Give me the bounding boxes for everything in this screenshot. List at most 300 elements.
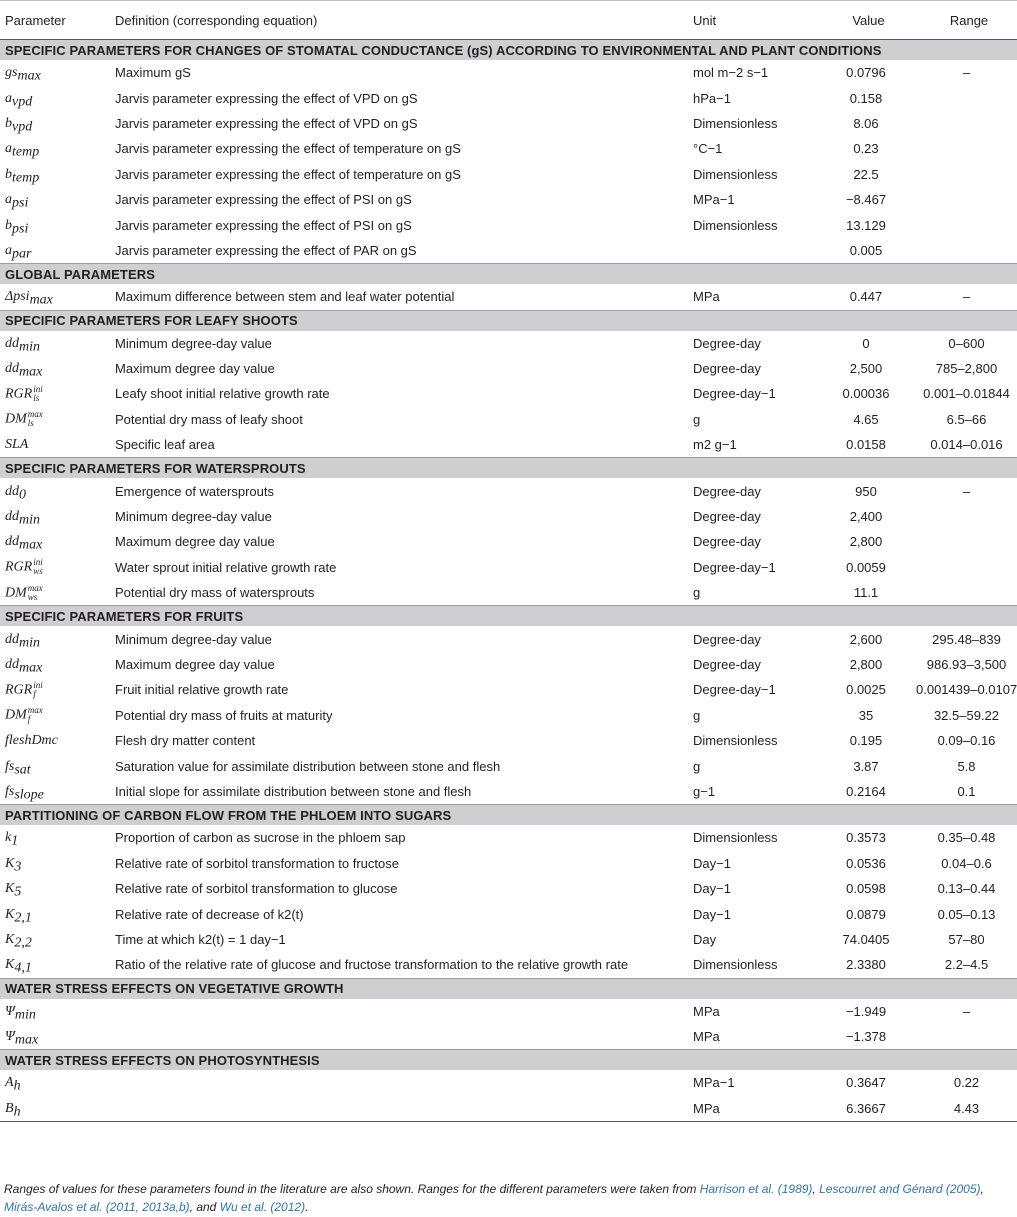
definition-cell: Specific leaf area [115, 437, 215, 453]
parameter-cell [0, 60, 110, 85]
parameter-subscript: 1 [11, 833, 19, 849]
unit-cell: Day−1 [693, 906, 731, 922]
definition-cell [110, 1096, 688, 1122]
range-cell: 2.2–4.5 [944, 957, 989, 973]
table-row [0, 212, 1017, 237]
definition-cell: Water sprout initial relative growth rate [115, 559, 337, 575]
value-cell: 4.65 [853, 411, 879, 427]
range-cell: 0.001439–0.0107 [916, 682, 1017, 698]
unit-cell: g [693, 585, 701, 601]
parameter-subscript: 0 [19, 487, 26, 503]
parameter-subscript: max [19, 364, 43, 380]
parameter-subscript: 4,1 [14, 960, 32, 976]
section-header-row [0, 40, 1017, 61]
value-cell: 0.0059 [846, 559, 886, 575]
parameter-subscript: vpd [12, 94, 33, 110]
parameter-symbol: B [5, 1100, 14, 1116]
unit-cell: MPa−1 [693, 192, 735, 208]
parameter-cell [0, 1024, 110, 1050]
unit-cell: Degree-day [693, 335, 761, 351]
definition-cell: Jarvis parameter expressing the effect of PAR on gS [115, 242, 417, 258]
table-row [0, 753, 1017, 778]
value-cell: 0.158 [849, 90, 883, 106]
range-cell: 0.22 [953, 1075, 980, 1091]
table-body [0, 40, 1017, 1122]
parameter-symbol: a [5, 141, 12, 157]
range-cell [916, 187, 1017, 212]
value-cell: −8.467 [845, 192, 887, 208]
parameter-symbol: RGR [5, 559, 33, 575]
parameter-subscript: f [33, 688, 36, 699]
value-cell: 6.3667 [816, 1096, 916, 1122]
parameter-index-stack [28, 584, 43, 602]
parameter-symbol: dd [5, 509, 19, 525]
value-cell: 0 [862, 335, 870, 351]
range-cell [916, 555, 1017, 580]
parameter-symbol: b [5, 115, 12, 131]
unit-cell: Dimensionless [693, 957, 778, 973]
parameter-subscript: psi [12, 221, 29, 237]
unit-cell: Day−1 [693, 881, 731, 897]
parameter-superscript: ini [33, 557, 43, 568]
header-unit: Unit [688, 1, 816, 40]
definition-cell: Ratio of the relative rate of glucose and fructose transformation to the relative growth rate [115, 957, 629, 973]
table-row [0, 111, 1017, 136]
parameter-symbol: RGR [5, 682, 33, 698]
definition-cell: Potential dry mass of leafy shoot [115, 411, 303, 427]
table-row [0, 331, 1017, 356]
parameter-symbol: a [5, 242, 12, 258]
parameter-subscript: min [19, 635, 40, 651]
parameter-cell [0, 136, 110, 161]
unit-cell: Degree-day−1 [693, 386, 776, 402]
table-row [0, 1024, 1017, 1050]
section-title: SPECIFIC PARAMETERS FOR WATERSPROUTS [0, 458, 1017, 479]
parameter-subscript: psi [12, 195, 29, 211]
table-header [0, 1, 1017, 40]
parameter-subscript: ls [33, 392, 40, 403]
unit-cell: Dimensionless [693, 733, 778, 749]
parameter-symbol: dd [5, 335, 19, 351]
footnote-text: , [980, 1182, 984, 1196]
range-cell: 986.93–3,500 [926, 657, 1007, 672]
range-cell [916, 85, 1017, 110]
value-cell: 0.005 [849, 242, 883, 258]
unit-cell: g [693, 411, 701, 427]
parameter-cell [0, 626, 110, 651]
range-cell: 0.014–0.016 [930, 437, 1003, 453]
parameter-symbol: a [5, 90, 12, 106]
range-cell: 0.05–0.13 [937, 906, 996, 922]
value-cell: 74.0405 [842, 931, 890, 947]
range-cell: 0.04–0.6 [941, 855, 992, 871]
range-cell: 0.13–0.44 [937, 881, 996, 897]
parameter-subscript: ws [33, 566, 43, 577]
parameter-cell [0, 825, 110, 850]
value-cell: 3.87 [853, 758, 879, 774]
table-row [0, 876, 1017, 901]
unit-cell: MPa [688, 1096, 816, 1122]
parameter-subscript: min [19, 512, 40, 528]
section-title: SPECIFIC PARAMETERS FOR FRUITS [0, 606, 1017, 627]
section-title: SPECIFIC PARAMETERS FOR LEAFY SHOOTS [0, 310, 1017, 331]
range-cell [916, 162, 1017, 187]
table-row [0, 1096, 1017, 1122]
parameter-cell [0, 432, 110, 458]
parameter-subscript: max [14, 1032, 39, 1048]
parameter-cell [0, 1070, 110, 1095]
value-cell: 0.195 [849, 733, 883, 749]
value-cell: 13.129 [846, 217, 886, 233]
parameter-symbol: Δpsi [5, 289, 30, 305]
parameter-cell [0, 851, 110, 876]
definition-cell: Jarvis parameter expressing the effect of VPD on gS [115, 90, 418, 106]
parameter-symbol: K [5, 855, 15, 871]
table-row [0, 478, 1017, 503]
parameter-symbol: DM [5, 707, 27, 723]
range-cell: – [962, 483, 971, 499]
parameter-cell [0, 212, 110, 237]
range-cell: 295.48–839 [932, 631, 1001, 647]
range-cell: 0–600 [948, 335, 985, 351]
unit-cell: Dimensionless [693, 830, 778, 846]
section-title: SPECIFIC PARAMETERS FOR CHANGES OF STOMATAL CONDUCTANCE (gS) ACCORDING TO ENVIRONMENTAL AND PLANT CONDITIONS [0, 40, 1017, 61]
value-cell: 0.3573 [846, 830, 886, 846]
parameter-cell [0, 703, 110, 728]
value-cell: 8.06 [853, 115, 879, 131]
footnote-text: , and [189, 1200, 220, 1214]
table-row [0, 901, 1017, 926]
definition-cell: Leafy shoot initial relative growth rate [115, 386, 330, 402]
parameter-superscript: max [27, 582, 43, 593]
parameter-cell [0, 529, 110, 554]
range-cell [916, 529, 1017, 554]
table-row [0, 652, 1017, 677]
parameter-cell [0, 677, 110, 702]
header-range: Range [916, 1, 1017, 40]
unit-cell: g [693, 758, 701, 774]
parameter-symbol: DM [5, 411, 27, 427]
definition-cell [110, 1024, 688, 1050]
definition-cell: Relative rate of sorbitol transformation to glucose [115, 881, 398, 897]
parameter-symbol: fs [5, 758, 15, 774]
section-header-row [0, 264, 1017, 285]
parameter-cell [0, 555, 110, 580]
unit-cell: Degree-day [693, 509, 761, 525]
table-row [0, 284, 1017, 310]
unit-cell: Dimensionless [693, 217, 778, 233]
table-row [0, 238, 1017, 264]
parameter-cell [0, 876, 110, 901]
value-cell: 35 [858, 707, 874, 723]
parameter-cell [0, 999, 110, 1024]
definition-cell: Maximum difference between stem and leaf water potential [115, 289, 455, 305]
range-cell: – [962, 65, 971, 81]
definition-cell: Jarvis parameter expressing the effect of VPD on gS [115, 115, 418, 131]
parameter-superscript: ini [33, 679, 43, 690]
unit-cell: hPa−1 [693, 90, 731, 106]
definition-cell: Relative rate of decrease of k2(t) [115, 906, 304, 922]
parameter-subscript: vpd [12, 119, 33, 135]
definition-cell: Jarvis parameter expressing the effect of temperature on gS [115, 166, 461, 182]
citation-link[interactable]: Lescourret and Génard (2005) [819, 1182, 981, 1196]
definition-cell: Potential dry mass of watersprouts [115, 585, 315, 601]
footnote-text: , [812, 1182, 820, 1196]
unit-cell: MPa [693, 1003, 720, 1019]
table-row [0, 529, 1017, 554]
table-row [0, 162, 1017, 187]
header-definition: Definition (corresponding equation) [110, 1, 688, 40]
parameter-symbol: DM [5, 585, 27, 601]
section-header-row [0, 805, 1017, 826]
value-cell: 0.0025 [846, 682, 886, 698]
parameter-symbol: K [5, 881, 15, 897]
value-cell: 0.0879 [846, 906, 886, 922]
parameter-subscript: 2,2 [14, 935, 32, 951]
parameter-subscript: h [13, 1079, 21, 1095]
header-parameter: Parameter [0, 1, 110, 40]
unit-cell: Degree-day−1 [693, 682, 776, 698]
value-cell: 2,600 [849, 631, 883, 647]
range-cell: 4.43 [916, 1096, 1017, 1122]
table-row [0, 60, 1017, 85]
table-row [0, 952, 1017, 978]
definition-cell: Fruit initial relative growth rate [115, 682, 289, 698]
unit-cell: g [693, 707, 701, 723]
parameter-subscript: f [27, 714, 31, 725]
definition-cell [110, 1070, 688, 1095]
range-cell [916, 212, 1017, 237]
value-cell: 0.2164 [846, 783, 886, 799]
table-row [0, 356, 1017, 381]
footnote-text: . [305, 1200, 309, 1214]
parameter-subscript: 5 [14, 884, 22, 900]
range-cell: – [962, 289, 971, 305]
parameter-index-stack [33, 681, 43, 699]
definition-cell: Minimum degree-day value [115, 509, 272, 525]
section-header-row [0, 978, 1017, 999]
header-value: Value [816, 1, 916, 40]
table-row [0, 432, 1017, 458]
value-cell: 2.3380 [846, 957, 886, 973]
parameter-cell [0, 162, 110, 187]
parameter-symbol: fs [5, 783, 15, 799]
parameter-symbol: K [5, 906, 15, 922]
unit-cell: Degree-day−1 [693, 559, 776, 575]
unit-cell: °C−1 [693, 141, 723, 157]
range-cell: 6.5–66 [946, 411, 987, 427]
value-cell: 2,800 [849, 534, 883, 550]
parameter-cell [0, 580, 110, 606]
range-cell [916, 136, 1017, 161]
section-header-row [0, 1050, 1017, 1071]
value-cell: 2,800 [849, 657, 883, 672]
value-cell: 0.00036 [842, 386, 890, 402]
parameter-superscript: max [27, 409, 43, 420]
section-title: PARTITIONING OF CARBON FLOW FROM THE PHLOEM INTO SUGARS [0, 805, 1017, 826]
parameter-symbol: dd [5, 483, 19, 499]
table-row [0, 999, 1017, 1024]
footnote-text: Ranges of values for these parameters found in the literature are also shown. Ranges for the different parameters were taken from [4, 1182, 700, 1196]
parameter-index-stack [33, 558, 43, 576]
parameter-symbol: dd [5, 631, 19, 647]
range-cell: – [962, 1003, 971, 1019]
value-cell: 22.5 [853, 166, 879, 182]
value-cell: 2,500 [849, 361, 883, 377]
range-cell: 0.1 [957, 783, 976, 799]
unit-cell: Degree-day [693, 483, 761, 499]
table-row [0, 851, 1017, 876]
value-cell: 0.0536 [846, 855, 886, 871]
parameter-cell [0, 504, 110, 529]
table-row [0, 555, 1017, 580]
table-row [0, 85, 1017, 110]
parameter-cell [0, 901, 110, 926]
unit-cell: mol m−2 s−1 [693, 65, 769, 81]
definition-cell: Saturation value for assimilate distribution between stone and flesh [115, 758, 501, 774]
range-cell [916, 1024, 1017, 1050]
parameter-symbol: dd [5, 361, 19, 377]
parameter-subscript: ws [27, 591, 38, 602]
value-cell: 2,400 [849, 509, 883, 525]
parameter-symbol: A [5, 1075, 14, 1091]
parameter-subscript: h [13, 1104, 21, 1120]
parameter-subscript: 3 [14, 859, 22, 875]
parameter-symbol: SLA [5, 437, 29, 453]
parameter-subscript: temp [12, 170, 40, 186]
parameter-cell [0, 779, 110, 805]
unit-cell: m2 g−1 [693, 437, 737, 453]
parameter-superscript: max [27, 705, 43, 716]
definition-cell: Emergence of watersprouts [115, 483, 274, 499]
section-header-row [0, 458, 1017, 479]
table-row [0, 779, 1017, 805]
unit-cell: Degree-day [693, 361, 761, 377]
unit-cell: Degree-day [693, 534, 761, 550]
parameter-cell [0, 85, 110, 110]
table-row [0, 677, 1017, 702]
range-cell [916, 238, 1017, 264]
range-cell: 0.35–0.48 [937, 830, 996, 846]
table-row [0, 825, 1017, 850]
unit-cell [688, 238, 816, 264]
unit-cell: Day−1 [693, 855, 731, 871]
definition-cell: Maximum gS [115, 65, 191, 81]
parameter-subscript: ls [27, 418, 34, 429]
value-cell: 0.23 [853, 141, 879, 157]
parameter-cell [0, 331, 110, 356]
parameter-symbol: fleshDmc [5, 733, 58, 749]
unit-cell: Degree-day [693, 657, 761, 672]
parameter-index-stack [28, 410, 43, 428]
parameter-subscript: max [17, 68, 41, 84]
range-cell: 0.001–0.01844 [923, 386, 1010, 402]
table-row [0, 381, 1017, 406]
unit-cell: MPa [693, 289, 720, 305]
range-cell: 5.8 [957, 758, 976, 774]
citation-link[interactable]: Mirás-Avalos et al. (2011, 2013a,b) [4, 1200, 190, 1214]
table-row [0, 580, 1017, 606]
parameter-symbol: RGR [5, 386, 33, 402]
parameter-cell [0, 927, 110, 952]
value-cell: 0.0158 [846, 437, 886, 453]
unit-cell: MPa−1 [693, 1075, 735, 1091]
parameter-cell [0, 187, 110, 212]
table-row [0, 407, 1017, 432]
table-row [0, 136, 1017, 161]
range-cell: 785–2,800 [935, 361, 998, 377]
parameter-symbol: K [5, 957, 15, 973]
range-cell: 32.5–59.22 [933, 707, 1000, 723]
definition-cell: Maximum degree day value [115, 657, 275, 672]
definition-cell: Minimum degree-day value [115, 335, 272, 351]
parameter-subscript: sat [14, 762, 31, 778]
parameter-index-stack [28, 706, 43, 724]
value-cell: 0.0796 [846, 65, 886, 81]
definition-cell: Initial slope for assimilate distribution between stone and flesh [115, 783, 472, 799]
unit-cell: Dimensionless [693, 115, 778, 131]
range-cell [916, 111, 1017, 136]
table-row [0, 927, 1017, 952]
citation-link[interactable]: Harrison et al. (1989) [699, 1182, 813, 1196]
parameter-subscript: max [19, 538, 43, 554]
parameter-subscript: 2,1 [14, 910, 32, 926]
parameter-subscript: temp [12, 144, 40, 160]
table-row [0, 504, 1017, 529]
table-row [0, 1070, 1017, 1095]
value-cell: 0.3647 [846, 1075, 886, 1091]
parameter-subscript: max [29, 292, 53, 308]
unit-cell: Day [693, 931, 717, 947]
value-cell: 950 [855, 483, 877, 499]
parameter-symbol: b [5, 166, 12, 182]
parameter-symbol: dd [5, 534, 19, 550]
section-title: GLOBAL PARAMETERS [0, 264, 1017, 285]
parameter-symbol: k [5, 830, 12, 846]
parameter-symbol: dd [5, 657, 19, 672]
definition-cell: Jarvis parameter expressing the effect of PSI on gS [115, 192, 412, 208]
value-cell: −1.378 [845, 1029, 887, 1045]
unit-cell: MPa [693, 1029, 720, 1045]
definition-cell: Jarvis parameter expressing the effect of temperature on gS [115, 141, 461, 157]
parameter-symbol: gs [5, 65, 18, 81]
section-header-row [0, 310, 1017, 331]
parameter-cell [0, 356, 110, 381]
definition-cell [110, 999, 688, 1024]
parameter-cell [0, 478, 110, 503]
parameter-cell [0, 284, 110, 310]
parameter-cell [0, 753, 110, 778]
section-title: WATER STRESS EFFECTS ON PHOTOSYNTHESIS [0, 1050, 1017, 1071]
value-cell: 0.447 [849, 289, 883, 305]
parameter-symbol: Ψ [5, 1003, 15, 1019]
citation-link[interactable]: Wu et al. (2012) [219, 1200, 306, 1214]
parameter-cell [0, 407, 110, 432]
value-cell: 11.1 [853, 585, 879, 601]
table-row [0, 703, 1017, 728]
range-cell: 0.09–0.16 [937, 733, 996, 749]
definition-cell: Potential dry mass of fruits at maturity [115, 707, 333, 723]
definition-cell: Relative rate of sorbitol transformation to fructose [115, 855, 399, 871]
parameter-cell [0, 238, 110, 264]
definition-cell: Flesh dry matter content [115, 733, 256, 749]
table-row [0, 187, 1017, 212]
unit-cell: g−1 [693, 783, 716, 799]
definition-cell: Time at which k2(t) = 1 day−1 [115, 931, 286, 947]
definition-cell: Proportion of carbon as sucrose in the phloem sap [115, 830, 406, 846]
parameter-cell [0, 1096, 110, 1122]
section-title: WATER STRESS EFFECTS ON VEGETATIVE GROWTH [0, 978, 1017, 999]
